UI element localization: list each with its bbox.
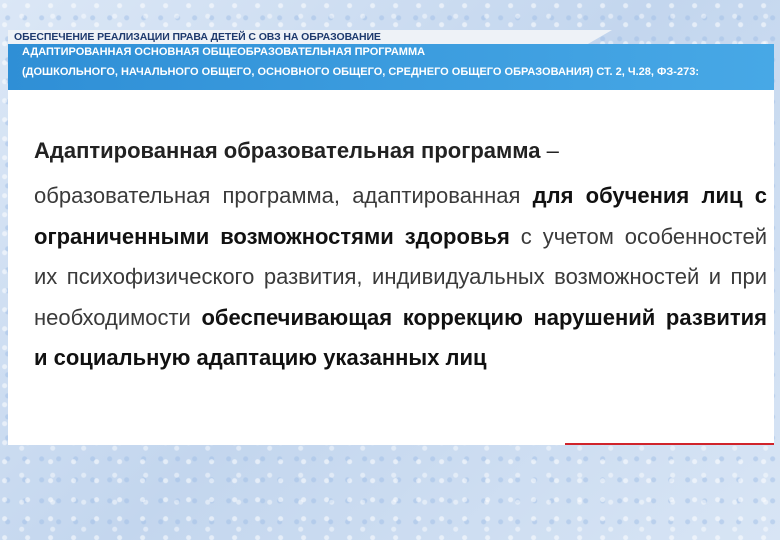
definition-bold2: обеспечивающая коррекцию нарушений развития и социальную адаптацию указанных лиц bbox=[34, 304, 767, 370]
definition-term bbox=[34, 138, 559, 164]
definition-part2: с учетом особенностей их психофизического развития, индивидуальных возможностей и при необходимости bbox=[34, 223, 767, 330]
definition-body bbox=[34, 176, 767, 379]
accent-rule bbox=[565, 443, 774, 445]
term-text: Адаптированная образовательная программа bbox=[34, 138, 541, 163]
header-bar bbox=[8, 44, 774, 90]
header-title-line2: (ДОШКОЛЬНОГО, НАЧАЛЬНОГО ОБЩЕГО, ОСНОВНОГО ОБЩЕГО, СРЕДНЕГО ОБЩЕГО ОБРАЗОВАНИЯ) СТ. 2, Ч.28, ФЗ-273: bbox=[22, 66, 699, 78]
definition-bold1: для обучения лиц с ограниченными возможностями здоровья bbox=[34, 183, 767, 249]
term-dash: – bbox=[540, 138, 559, 163]
header-title-line1: АДАПТИРОВАННАЯ ОСНОВНАЯ ОБЩЕОБРАЗОВАТЕЛЬНАЯ ПРОГРАММА bbox=[22, 46, 426, 58]
definition-part1: образовательная программа, адаптированная bbox=[34, 183, 533, 208]
section-label: ОБЕСПЕЧЕНИЕ РЕАЛИЗАЦИИ ПРАВА ДЕТЕЙ С ОВЗ НА ОБРАЗОВАНИЕ bbox=[14, 31, 381, 43]
